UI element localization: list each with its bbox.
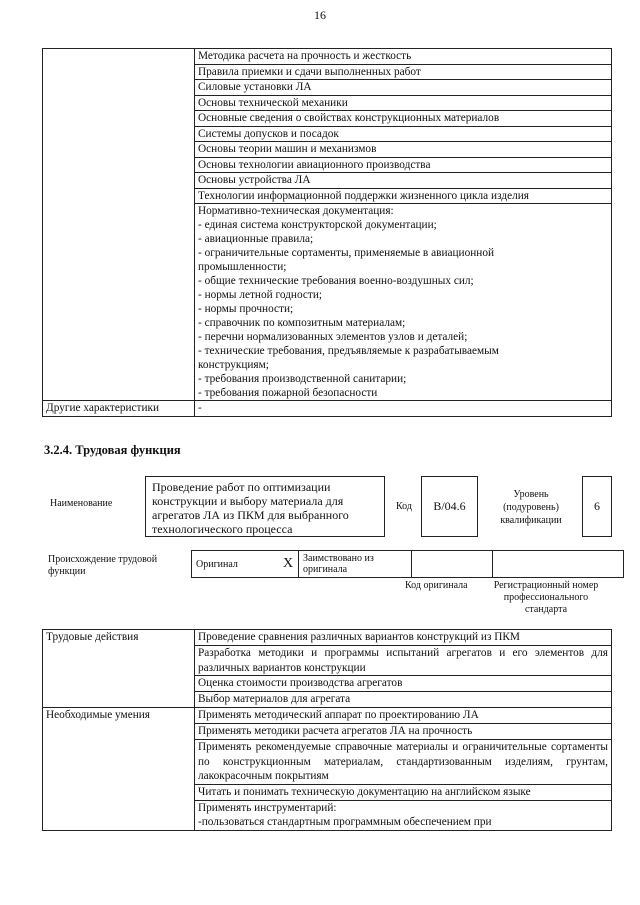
table-cell: Применять методический аппарат по проектированию ЛА <box>195 708 612 724</box>
table-cell: Основы устройства ЛА <box>195 173 612 189</box>
table-cell: Правила приемки и сдачи выполненных работ <box>195 64 612 80</box>
code-value-box: B/04.6 <box>421 476 478 537</box>
normative-title: Нормативно-техническая документация: <box>198 205 394 217</box>
table-cell: Читать и понимать техническую документацию на английском языке <box>195 784 612 800</box>
table-cell: Применять рекомендуемые справочные материалы и ограничительные сортаменты по конструкционным материалам, стандартизованным изделиям, грунтам, лакокрасочным покрытиям <box>195 740 612 785</box>
normative-item: конструкциям; <box>198 359 269 371</box>
table-cell: Технологии информационной поддержки жизненного цикла изделия <box>195 188 612 204</box>
table-row <box>192 551 624 578</box>
name-label: Наименование <box>50 498 113 509</box>
table-cell: Выбор материалов для агрегата <box>195 692 612 708</box>
required-skills-label: Необходимые умения <box>43 708 195 831</box>
normative-item: - требования пожарной безопасности <box>198 387 378 399</box>
code-label: Код <box>396 501 412 512</box>
normative-item: промышленности; <box>198 261 287 273</box>
labor-actions-label: Трудовые действия <box>43 630 195 708</box>
knowledge-table <box>42 48 612 417</box>
reg-number-cell <box>493 551 624 578</box>
other-characteristics-label: Другие характеристики <box>43 401 195 417</box>
table-cell: Применять методики расчета агрегатов ЛА на прочность <box>195 724 612 740</box>
table-row <box>43 401 612 417</box>
normative-item: - перечни нормализованных элементов узлов и деталей; <box>198 331 468 343</box>
table-cell: Методика расчета на прочность и жесткость <box>195 49 612 65</box>
function-name-box: Проведение работ по оптимизации конструкции и выбору материала для агрегатов ЛА из ПКМ для выбранного технологического процесса <box>145 476 385 537</box>
original-mark: X <box>278 551 299 578</box>
table-cell: Основы технологии авиационного производства <box>195 157 612 173</box>
normative-item: - технические требования, предъявляемые к разрабатываемым <box>198 345 499 357</box>
borrowed-label: Заимствовано из оригинала <box>299 551 412 578</box>
original-label: Оригинал <box>192 551 279 578</box>
normative-docs-cell <box>195 204 612 401</box>
normative-item: - общие технические требования военно-воздушных сил; <box>198 275 474 287</box>
table-row <box>43 630 612 646</box>
table-row <box>43 708 612 724</box>
table-cell: Силовые установки ЛА <box>195 80 612 96</box>
tools-title: Применять инструментарий: <box>198 801 337 814</box>
normative-item: - единая система конструкторской документации; <box>198 219 437 231</box>
normative-item: - нормы летной годности; <box>198 289 323 301</box>
table-row <box>43 49 612 65</box>
normative-item: - ограничительные сортаменты, применяемые в авиационной <box>198 247 495 259</box>
normative-item: - требования производственной санитарии; <box>198 373 407 385</box>
table-cell <box>195 800 612 830</box>
origin-label: Происхождение трудовой функции <box>48 554 158 577</box>
normative-item: - авиационные правила; <box>198 233 314 245</box>
code-original-cell <box>412 551 493 578</box>
other-characteristics-value: - <box>195 401 612 417</box>
page-number: 16 <box>314 8 326 22</box>
table-cell: Основы технической механики <box>195 95 612 111</box>
table-cell: Системы допусков и посадок <box>195 126 612 142</box>
table-cell: Основы теории машин и механизмов <box>195 142 612 158</box>
origin-table <box>191 550 624 578</box>
function-details-table <box>42 629 612 831</box>
normative-item: - справочник по композитным материалам; <box>198 317 406 329</box>
table-cell: Разработка методики и программы испытаний агрегатов и его элементов для различных вариантов конструкции <box>195 646 612 676</box>
table-cell: Оценка стоимости производства агрегатов <box>195 676 612 692</box>
qualification-level-label: Уровень (подуровень) квалификации <box>500 489 562 526</box>
tools-item: -пользоваться стандартным программным обеспечением при <box>198 816 492 828</box>
table-cell: Проведение сравнения различных вариантов конструкций из ПКМ <box>195 630 612 646</box>
table-cell-empty <box>43 49 195 401</box>
table-cell: Основные сведения о свойствах конструкционных материалов <box>195 111 612 127</box>
code-original-caption: Код оригинала <box>405 580 468 591</box>
qualification-level-box: 6 <box>582 476 612 537</box>
normative-item: - нормы прочности; <box>198 303 294 315</box>
section-title: 3.2.4. Трудовая функция <box>44 443 181 457</box>
reg-number-caption: Регистрационный номер профессионального стандарта <box>493 580 599 615</box>
